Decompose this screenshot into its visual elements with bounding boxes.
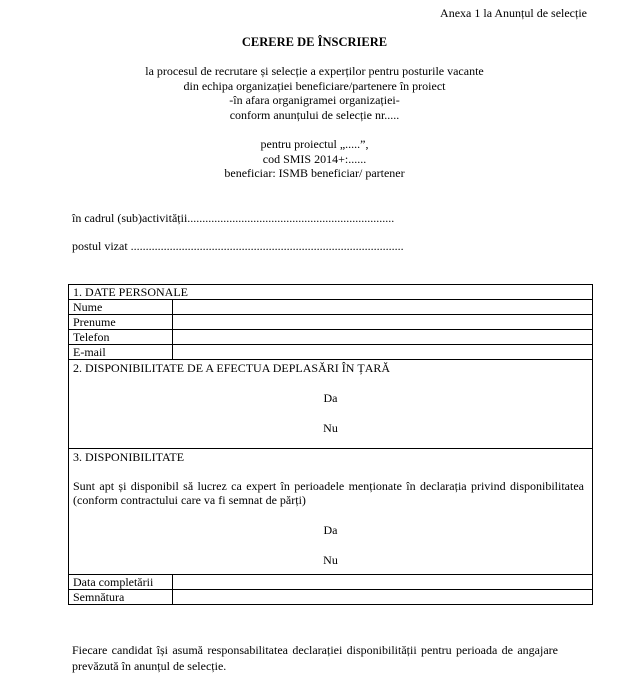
footer-note: Fiecare candidat își asumă responsabilitatea declarației disponibilității pentru perioada de angajare prevăzută în anunțul de selecție. [72, 643, 558, 673]
section2-no-option[interactable]: Nu [323, 421, 338, 435]
email-input-cell[interactable] [173, 345, 593, 360]
signature-input-cell[interactable] [173, 590, 593, 605]
project-block [0, 137, 629, 181]
project-line: pentru proiectul „.....”, [260, 137, 369, 151]
section3-no-option[interactable]: Nu [323, 553, 338, 567]
intro-line: conform anunțului de selecție nr..... [229, 107, 400, 122]
intro-line: la procesul de recrutare și selecție a experților pentru posturile vacante [145, 64, 484, 78]
position-field[interactable]: postul vizat ........................................................................................... [72, 239, 404, 253]
intro-block [0, 64, 629, 122]
section3-text: Sunt apt și disponibil să lucrez ca expert în perioadele menționate în declarația privind disponibilitatea (conform contractului care va fi semnat de părți) [73, 479, 584, 507]
intro-line: din echipa organizației beneficiare/partenere în proiect [183, 78, 446, 93]
section2-cell [69, 360, 593, 449]
firstname-label: Prenume [69, 315, 173, 330]
project-line: cod SMIS 2014+:...... [262, 151, 367, 166]
signature-label: Semnătura [69, 590, 173, 605]
intro-line: -în afara organigramei organizației- [229, 93, 400, 107]
project-line: beneficiar: ISMB beneficiar/ partener [224, 166, 405, 180]
section2-yes-option[interactable]: Da [323, 391, 338, 405]
date-label: Data completării [69, 575, 173, 590]
phone-label: Telefon [69, 330, 173, 345]
name-label: Nume [69, 300, 173, 315]
annex-label: Anexa 1 la Anunțul de selecție [440, 6, 587, 20]
phone-input-cell[interactable] [173, 330, 593, 345]
name-input-cell[interactable] [173, 300, 593, 315]
page-title: CERERE DE ÎNSCRIERE [241, 35, 388, 49]
section3-cell [69, 449, 593, 575]
section3-title: 3. DISPONIBILITATE [73, 450, 185, 464]
section1-title: 1. DATE PERSONALE [69, 285, 593, 300]
date-input-cell[interactable] [173, 575, 593, 590]
email-label: E-mail [69, 345, 173, 360]
section3-yes-option[interactable]: Da [323, 523, 338, 537]
firstname-input-cell[interactable] [173, 315, 593, 330]
subactivity-field[interactable]: în cadrul (sub)activității..................................................................... [72, 211, 395, 225]
application-form-table [68, 284, 593, 605]
section2-title: 2. DISPONIBILITATE DE A EFECTUA DEPLASĂRI ÎN ȚARĂ [73, 361, 391, 375]
